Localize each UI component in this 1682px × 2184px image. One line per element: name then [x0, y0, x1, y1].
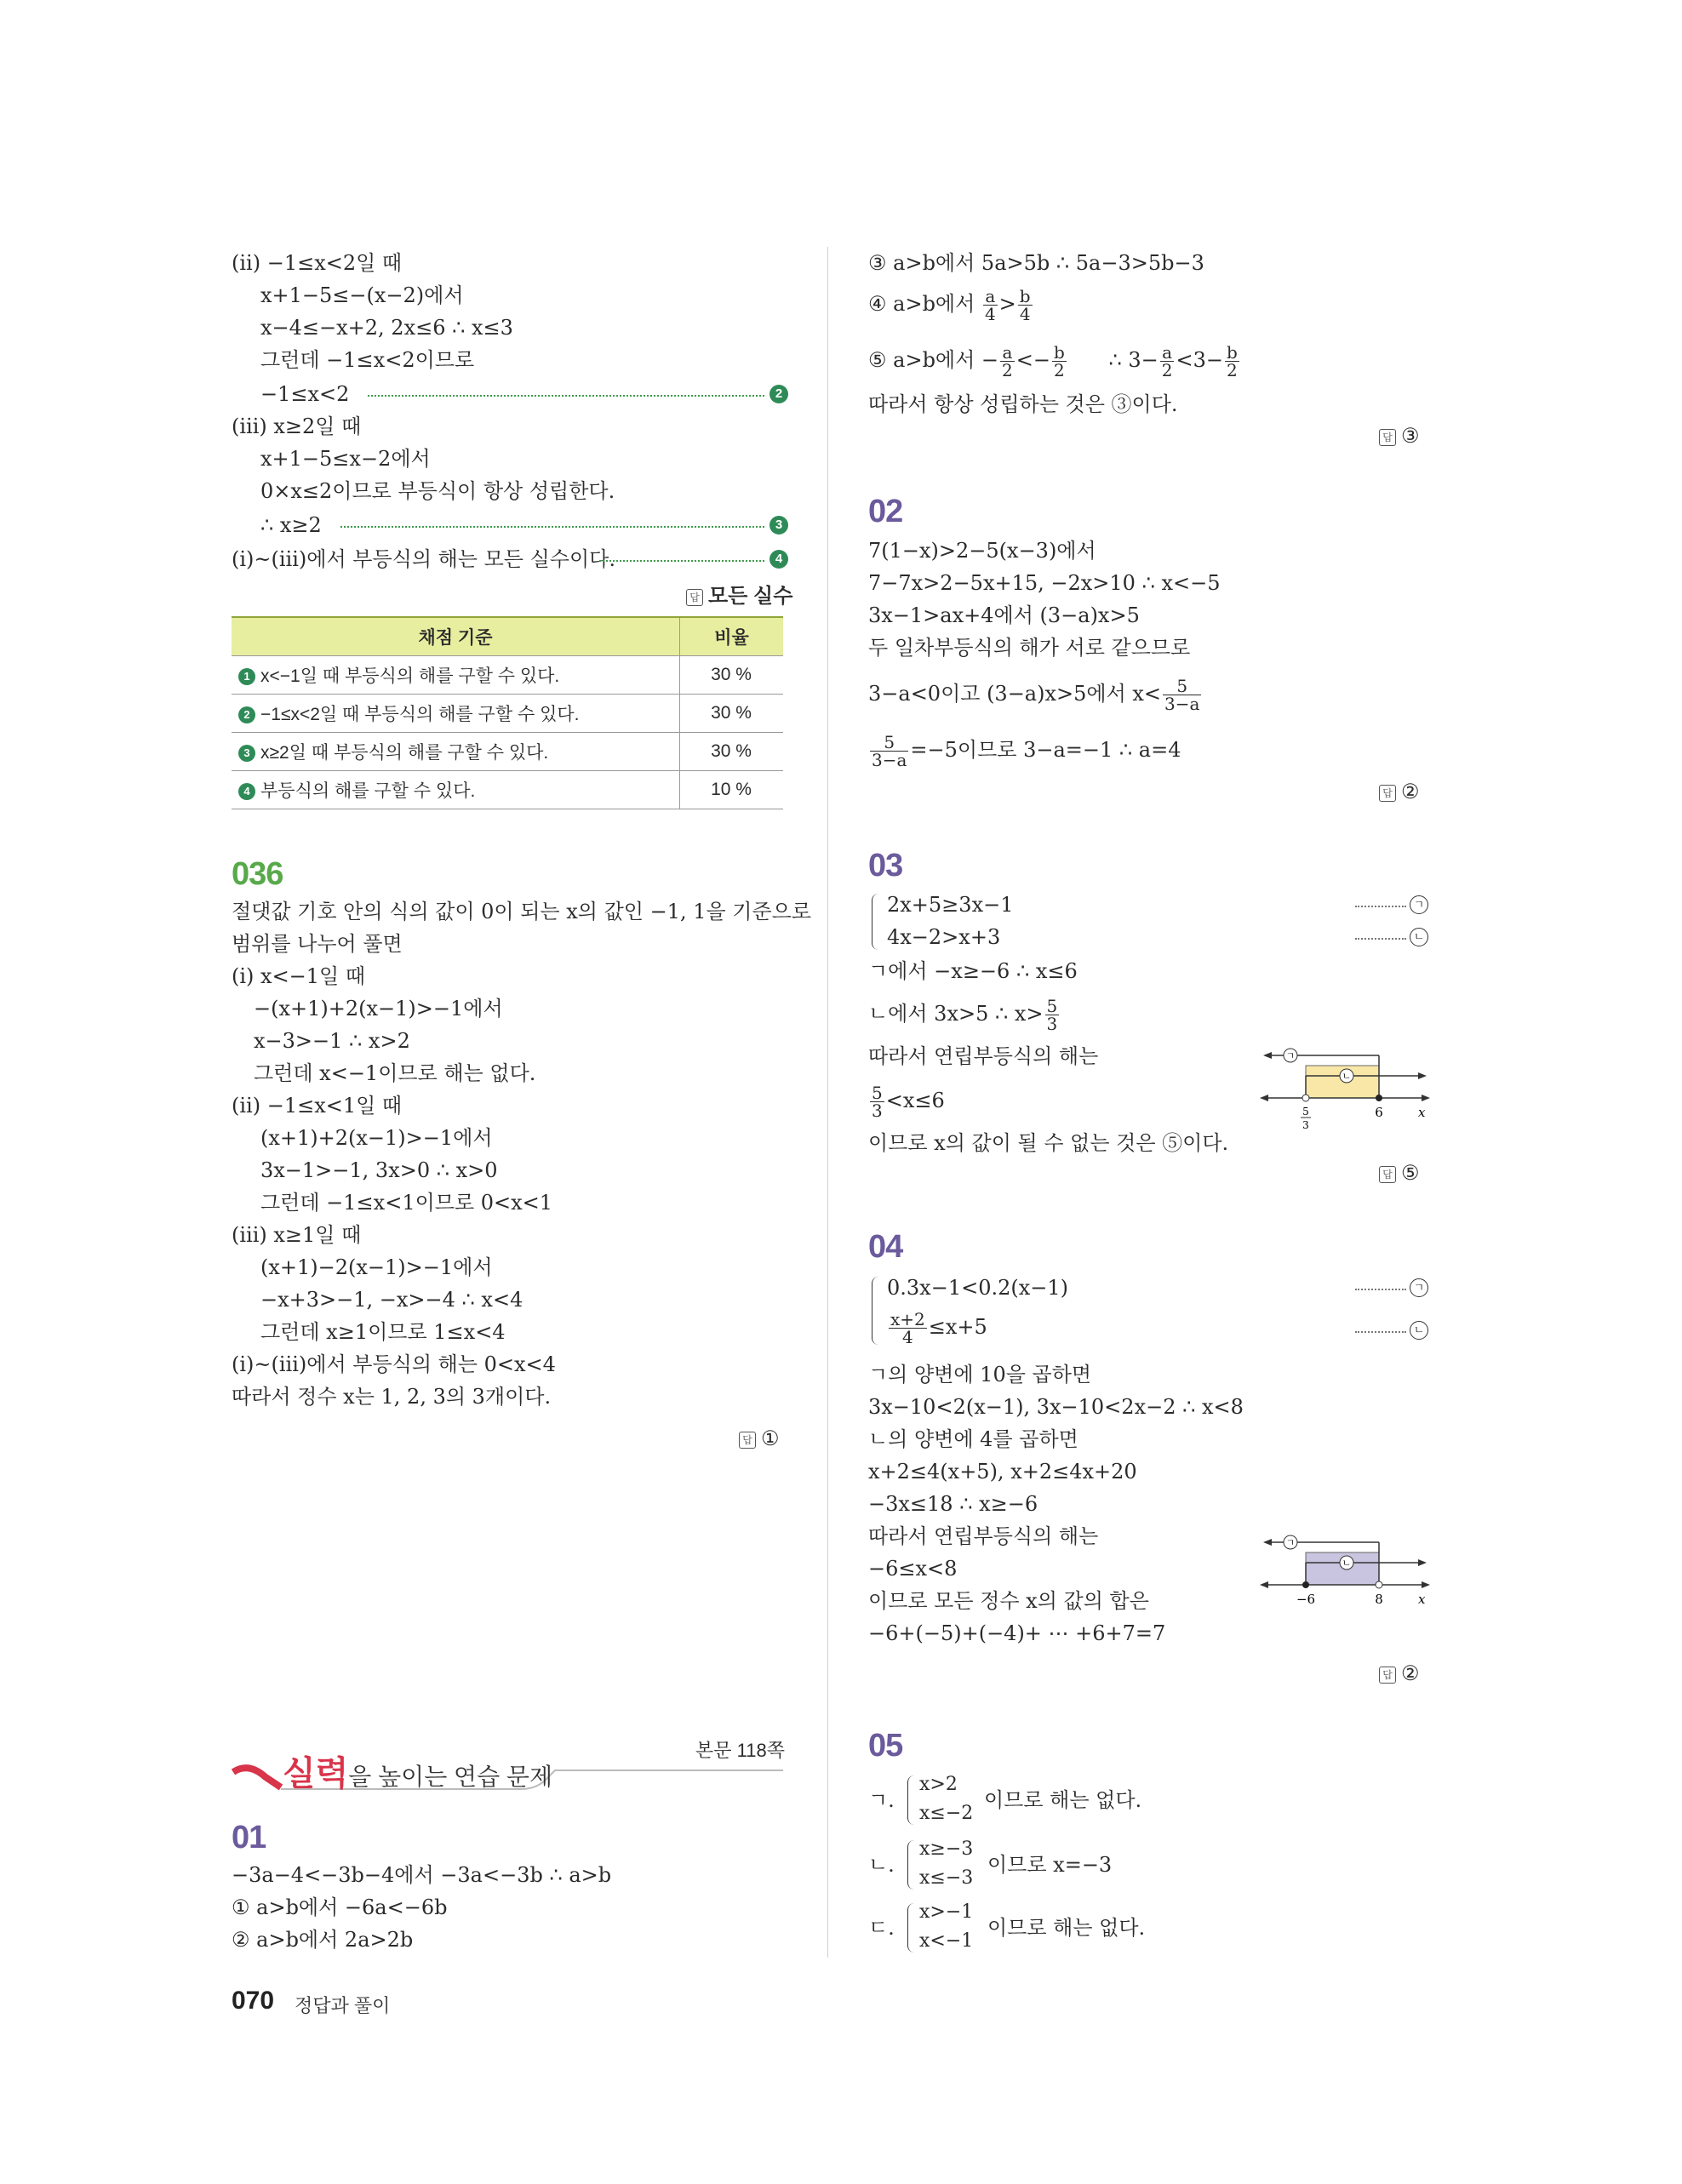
- system-equation: x≤−2: [919, 1803, 974, 1824]
- text-line: 그런데 x<−1이므로 해는 없다.: [254, 1061, 536, 1085]
- list-item: [868, 1898, 1294, 1958]
- fraction-numerator: 5: [870, 734, 908, 752]
- fraction-denominator: 3: [872, 1101, 883, 1121]
- answer-icon: 답: [1379, 429, 1396, 446]
- leader-dots: [599, 560, 764, 562]
- step-marker: 2: [769, 385, 788, 403]
- fraction-numerator: b: [1054, 342, 1065, 363]
- problem-number: 03: [868, 848, 903, 883]
- fraction: [889, 1311, 927, 1346]
- system-equation: x>−1: [919, 1901, 974, 1923]
- text-line: ① a>b에서 −6a<−6b: [232, 1895, 448, 1919]
- fraction: [1018, 288, 1033, 323]
- fraction-numerator: a: [1160, 344, 1175, 362]
- tag-label: ㄱ: [1285, 1537, 1296, 1548]
- answer-label: [1379, 1161, 1420, 1186]
- axis-variable: x: [1418, 1105, 1426, 1120]
- tag-label: ㄱ: [1410, 1278, 1428, 1297]
- text-line: −6≤x<8: [868, 1557, 958, 1581]
- text-line: [868, 734, 1181, 769]
- axis-arrow-icon: [1260, 1581, 1268, 1588]
- text-line: (ⅲ) x≥2일 때: [232, 415, 362, 438]
- text-line: 7−7x>2−5x+15, −2x>10 ∴ x<−5: [868, 571, 1221, 595]
- fraction-numerator: x+2: [890, 1309, 925, 1329]
- brace-icon: [907, 1775, 915, 1825]
- fraction-numerator: b: [1019, 286, 1031, 306]
- text-fragment: <−: [1015, 348, 1050, 372]
- text-line: x−3>−1 ∴ x>2: [254, 1029, 410, 1053]
- brace-icon: [872, 1277, 879, 1345]
- text-line: 두 일차부등식의 해가 서로 같으므로: [868, 636, 1191, 660]
- step-marker: 4: [769, 550, 788, 569]
- text-line: [868, 998, 1061, 1032]
- arrow-right-icon: [1418, 1072, 1427, 1079]
- fraction-denominator: 4: [902, 1327, 913, 1347]
- item-label: ㄷ.: [868, 1916, 895, 1940]
- open-point: [1302, 1095, 1309, 1101]
- banner-highlight: 실력: [283, 1755, 349, 1792]
- fraction-numerator: a: [1000, 344, 1015, 362]
- number-line-diagram: [1260, 1524, 1430, 1609]
- text-line: ㄱ의 양변에 10을 곱하면: [868, 1363, 1092, 1386]
- tag-label: ㄱ: [1285, 1050, 1296, 1061]
- tick-label: 3: [1302, 1119, 1309, 1131]
- fraction-denominator: 2: [1002, 360, 1013, 380]
- fraction: [870, 734, 908, 769]
- text-line: (x+1)+2(x−1)>−1에서: [260, 1126, 493, 1150]
- table-header: 채점 기준: [232, 617, 680, 656]
- system-equation: x≤−3: [919, 1867, 974, 1889]
- answer-icon: 답: [739, 1432, 756, 1449]
- table-cell: −1≤x<2일 때 부등식의 해를 구할 수 있다.: [260, 705, 580, 724]
- text-fragment: <3−: [1176, 348, 1223, 372]
- problem-number: 02: [868, 494, 903, 529]
- system-equation: x<−1: [919, 1930, 974, 1952]
- table-header: 비율: [680, 617, 784, 656]
- problem-number: 04: [868, 1229, 903, 1265]
- text-fragment: ④ a>b에서: [868, 292, 975, 316]
- fraction: [1045, 998, 1060, 1032]
- problem-number: 036: [232, 856, 283, 892]
- brace-icon: [907, 1840, 915, 1890]
- fraction: [1052, 344, 1067, 379]
- text-fragment: ≤x+5: [928, 1315, 987, 1339]
- fraction: [1160, 344, 1175, 379]
- tag-label: ㄴ: [1342, 1071, 1352, 1082]
- text-line: (ⅱ) −1≤x<1일 때: [232, 1094, 403, 1118]
- text-fragment: <x≤6: [885, 1089, 945, 1112]
- problem-number: 01: [232, 1820, 266, 1855]
- table-cell: 30 %: [680, 733, 784, 771]
- text-line: −(x+1)+2(x−1)>−1에서: [254, 997, 503, 1021]
- scoring-table: [232, 616, 783, 809]
- text-line: 7(1−x)>2−5(x−3)에서: [868, 539, 1096, 563]
- answer-label: [686, 579, 792, 609]
- step-marker: 1: [238, 668, 255, 685]
- text-line: 그런데 −1≤x<1이므로 0<x<1: [260, 1191, 553, 1215]
- text-line: [868, 677, 1203, 712]
- text-line: ㄱ에서 −x≥−6 ∴ x≤6: [868, 959, 1078, 983]
- section-banner: [232, 1736, 785, 1804]
- fraction-denominator: 2: [1054, 360, 1065, 380]
- fraction: [870, 1084, 884, 1119]
- fraction-denominator: 3−a: [1164, 694, 1200, 714]
- text-line: 이므로 x의 값이 될 수 없는 것은 ⑤이다.: [868, 1131, 1229, 1155]
- answer-label: [1379, 780, 1420, 804]
- answer-value: ③: [1401, 425, 1420, 448]
- text-line: 따라서 항상 성립하는 것은 ③이다.: [868, 392, 1178, 416]
- text-line: ∴ x≥2: [260, 513, 322, 537]
- text-line: 절댓값 기호 안의 식의 값이 0이 되는 x의 값인 −1, 1을 기준으로: [232, 900, 812, 923]
- text-line: ㄴ의 양변에 4를 곱하면: [868, 1427, 1078, 1451]
- leader-dots: [1355, 938, 1406, 940]
- footer-label: 정답과 풀이: [295, 1995, 391, 2016]
- brace-icon: [907, 1903, 915, 1952]
- text-fragment: >: [998, 292, 1016, 316]
- step-marker: 3: [238, 745, 255, 762]
- answer-label: [1379, 424, 1420, 449]
- table-cell: x≥2일 때 부등식의 해를 구할 수 있다.: [260, 743, 549, 763]
- text-line: 이므로 모든 정수 x의 값의 합은: [868, 1589, 1149, 1613]
- text-line: x+1−5≤x−2에서: [260, 447, 431, 471]
- text-fragment: ㄴ에서 3x>5 ∴ x>: [868, 1002, 1044, 1026]
- table-cell: 30 %: [680, 695, 784, 733]
- table-row: [232, 733, 783, 771]
- fraction-numerator: a: [983, 288, 998, 306]
- tick-label: 8: [1375, 1592, 1383, 1607]
- system-equation: 0.3x−1<0.2(x−1): [887, 1276, 1068, 1300]
- text-line: (ⅱ) −1≤x<2일 때: [232, 251, 403, 275]
- system-equation: 2x+5≥3x−1: [887, 893, 1014, 917]
- brace-icon: [872, 894, 879, 950]
- open-point: [1376, 1581, 1382, 1588]
- leader-dots: [1355, 1331, 1406, 1333]
- text-line: 3x−1>−1, 3x>0 ∴ x>0: [260, 1158, 498, 1182]
- table-row: [232, 656, 783, 695]
- leader-dots: [340, 526, 764, 528]
- text-line: [868, 344, 1241, 379]
- fraction-denominator: 3: [1046, 1014, 1058, 1034]
- axis-arrow-icon: [1422, 1581, 1430, 1588]
- fraction-denominator: 4: [1019, 304, 1031, 324]
- answer-icon: 답: [686, 589, 703, 606]
- text-line: 따라서 연립부등식의 해는: [868, 1044, 1099, 1068]
- tick-label: 6: [1375, 1105, 1383, 1120]
- text-fragment: 이므로 해는 없다.: [984, 1788, 1142, 1812]
- text-fragment: ⑤ a>b에서 −: [868, 348, 999, 372]
- text-line: 따라서 연립부등식의 해는: [868, 1524, 1099, 1548]
- tag-label: ㄴ: [1410, 928, 1428, 946]
- arrow-left-icon: [1263, 1539, 1272, 1546]
- system-equation: [887, 1311, 987, 1346]
- text-fragment: ∴ 3−: [1108, 348, 1159, 372]
- leader-dots: [368, 395, 764, 397]
- closed-point: [1376, 1095, 1382, 1101]
- fraction-denominator: 2: [1227, 360, 1238, 380]
- axis-variable: x: [1418, 1592, 1426, 1607]
- problem-number: 05: [868, 1728, 903, 1764]
- text-line: 그런데 −1≤x<2이므로: [260, 348, 475, 372]
- fraction-numerator: 5: [872, 1083, 883, 1103]
- closed-point: [1302, 1581, 1309, 1588]
- system-equation: x>2: [919, 1774, 958, 1795]
- axis-arrow-icon: [1422, 1095, 1430, 1101]
- answer-value: ①: [761, 1427, 780, 1450]
- answer-value: ②: [1401, 780, 1420, 803]
- text-line: [868, 288, 1034, 323]
- fraction: [1163, 677, 1201, 712]
- answer-icon: 답: [1379, 1166, 1396, 1183]
- text-fragment: =−5이므로 3−a=−1 ∴ a=4: [910, 738, 1181, 762]
- text-line: x+2≤4(x+5), x+2≤4x+20: [868, 1460, 1137, 1484]
- item-label: ㄴ.: [868, 1853, 895, 1877]
- text-fragment: 이므로 x=−3: [987, 1853, 1113, 1877]
- fraction: [1225, 344, 1239, 379]
- tag-label: ㄴ: [1342, 1558, 1352, 1569]
- text-line: 따라서 정수 x는 1, 2, 3의 3개이다.: [232, 1385, 552, 1409]
- text-line: ② a>b에서 2a>2b: [232, 1928, 414, 1952]
- table-row: [232, 695, 783, 733]
- fraction-numerator: 5: [1163, 677, 1201, 695]
- table-cell: 부등식의 해를 구할 수 있다.: [260, 781, 476, 801]
- tick-label: −6: [1296, 1592, 1316, 1607]
- answer-value: ②: [1401, 1662, 1420, 1685]
- text-line: ③ a>b에서 5a>5b ∴ 5a−3>5b−3: [868, 251, 1204, 275]
- table-cell: x<−1일 때 부등식의 해를 구할 수 있다.: [260, 666, 560, 686]
- list-item: [868, 1770, 1294, 1830]
- banner-title: 을 높이는 연습 문제: [348, 1764, 553, 1790]
- arrow-right-icon: [1418, 1559, 1427, 1566]
- text-line: −1≤x<2: [260, 382, 350, 406]
- fraction-denominator: 4: [984, 304, 996, 324]
- fraction-numerator: b: [1226, 342, 1238, 363]
- answer-icon: 답: [1379, 1667, 1396, 1684]
- text-line: (ⅲ) x≥1일 때: [232, 1223, 362, 1247]
- arrow-left-icon: [1263, 1052, 1272, 1059]
- text-line: (ⅰ)~(ⅲ)에서 부등식의 해는 0<x<4: [232, 1352, 556, 1376]
- answer-label: [1379, 1661, 1420, 1686]
- text-line: x−4≤−x+2, 2x≤6 ∴ x≤3: [260, 316, 513, 340]
- tag-label: ㄱ: [1410, 895, 1428, 914]
- fraction-numerator: 5: [1046, 996, 1058, 1016]
- answer-value: ⑤: [1401, 1162, 1420, 1185]
- table-row: [232, 771, 783, 809]
- fraction: [1000, 344, 1015, 379]
- fraction: [983, 288, 998, 323]
- fraction-denominator: 2: [1161, 360, 1173, 380]
- answer-icon: 답: [1379, 785, 1396, 802]
- system-equation: 4x−2>x+3: [887, 925, 1001, 949]
- step-marker: 2: [238, 706, 255, 723]
- system-equation: x≥−3: [919, 1838, 974, 1860]
- tag-label: ㄴ: [1410, 1321, 1428, 1340]
- item-label: ㄱ.: [868, 1788, 895, 1812]
- text-line: 그런데 x≥1이므로 1≤x<4: [260, 1320, 506, 1344]
- text-line: −3x≤18 ∴ x≥−6: [868, 1492, 1038, 1516]
- table-cell: 30 %: [680, 656, 784, 695]
- step-marker: 3: [769, 516, 788, 535]
- text-line: 0×x≤2이므로 부등식이 항상 성립한다.: [260, 479, 615, 503]
- axis-arrow-icon: [1260, 1095, 1268, 1101]
- fraction-denominator: 3−a: [872, 750, 907, 770]
- text-line: (x+1)−2(x−1)>−1에서: [260, 1255, 493, 1279]
- leader-dots: [1355, 1289, 1406, 1290]
- text-fragment: 3−a<0이고 (3−a)x>5에서 x<: [868, 682, 1162, 706]
- conclusion-line: (ⅰ)~(ⅲ)에서 부등식의 해는 모든 실수이다.: [232, 547, 615, 571]
- text-line: −x+3>−1, −x>−4 ∴ x<4: [260, 1288, 523, 1312]
- text-line: x+1−5≤−(x−2)에서: [260, 283, 464, 307]
- answer-value: 모든 실수: [708, 585, 793, 608]
- text-line: 범위를 나누어 풀면: [232, 932, 403, 956]
- page-reference: 본문 118쪽: [695, 1740, 785, 1761]
- list-item: [868, 1835, 1294, 1895]
- number-line-diagram: [1260, 1037, 1430, 1139]
- answer-label: [739, 1426, 780, 1451]
- column-divider: [827, 247, 828, 1958]
- page-number: 070: [232, 1987, 275, 2015]
- table-cell: 10 %: [680, 771, 784, 809]
- text-fragment: 이므로 해는 없다.: [987, 1916, 1146, 1940]
- text-line: −6+(−5)+(−4)+ ⋯ +6+7=7: [868, 1621, 1166, 1645]
- tick-label: 5: [1302, 1106, 1309, 1118]
- text-line: (ⅰ) x<−1일 때: [232, 964, 366, 988]
- text-line: 3x−1>ax+4에서 (3−a)x>5: [868, 603, 1140, 627]
- text-line: [868, 1084, 945, 1119]
- leader-dots: [1355, 906, 1406, 907]
- text-line: −3a−4<−3b−4에서 −3a<−3b ∴ a>b: [232, 1863, 612, 1887]
- step-marker: 4: [238, 783, 255, 800]
- text-line: 3x−10<2(x−1), 3x−10<2x−2 ∴ x<8: [868, 1395, 1244, 1419]
